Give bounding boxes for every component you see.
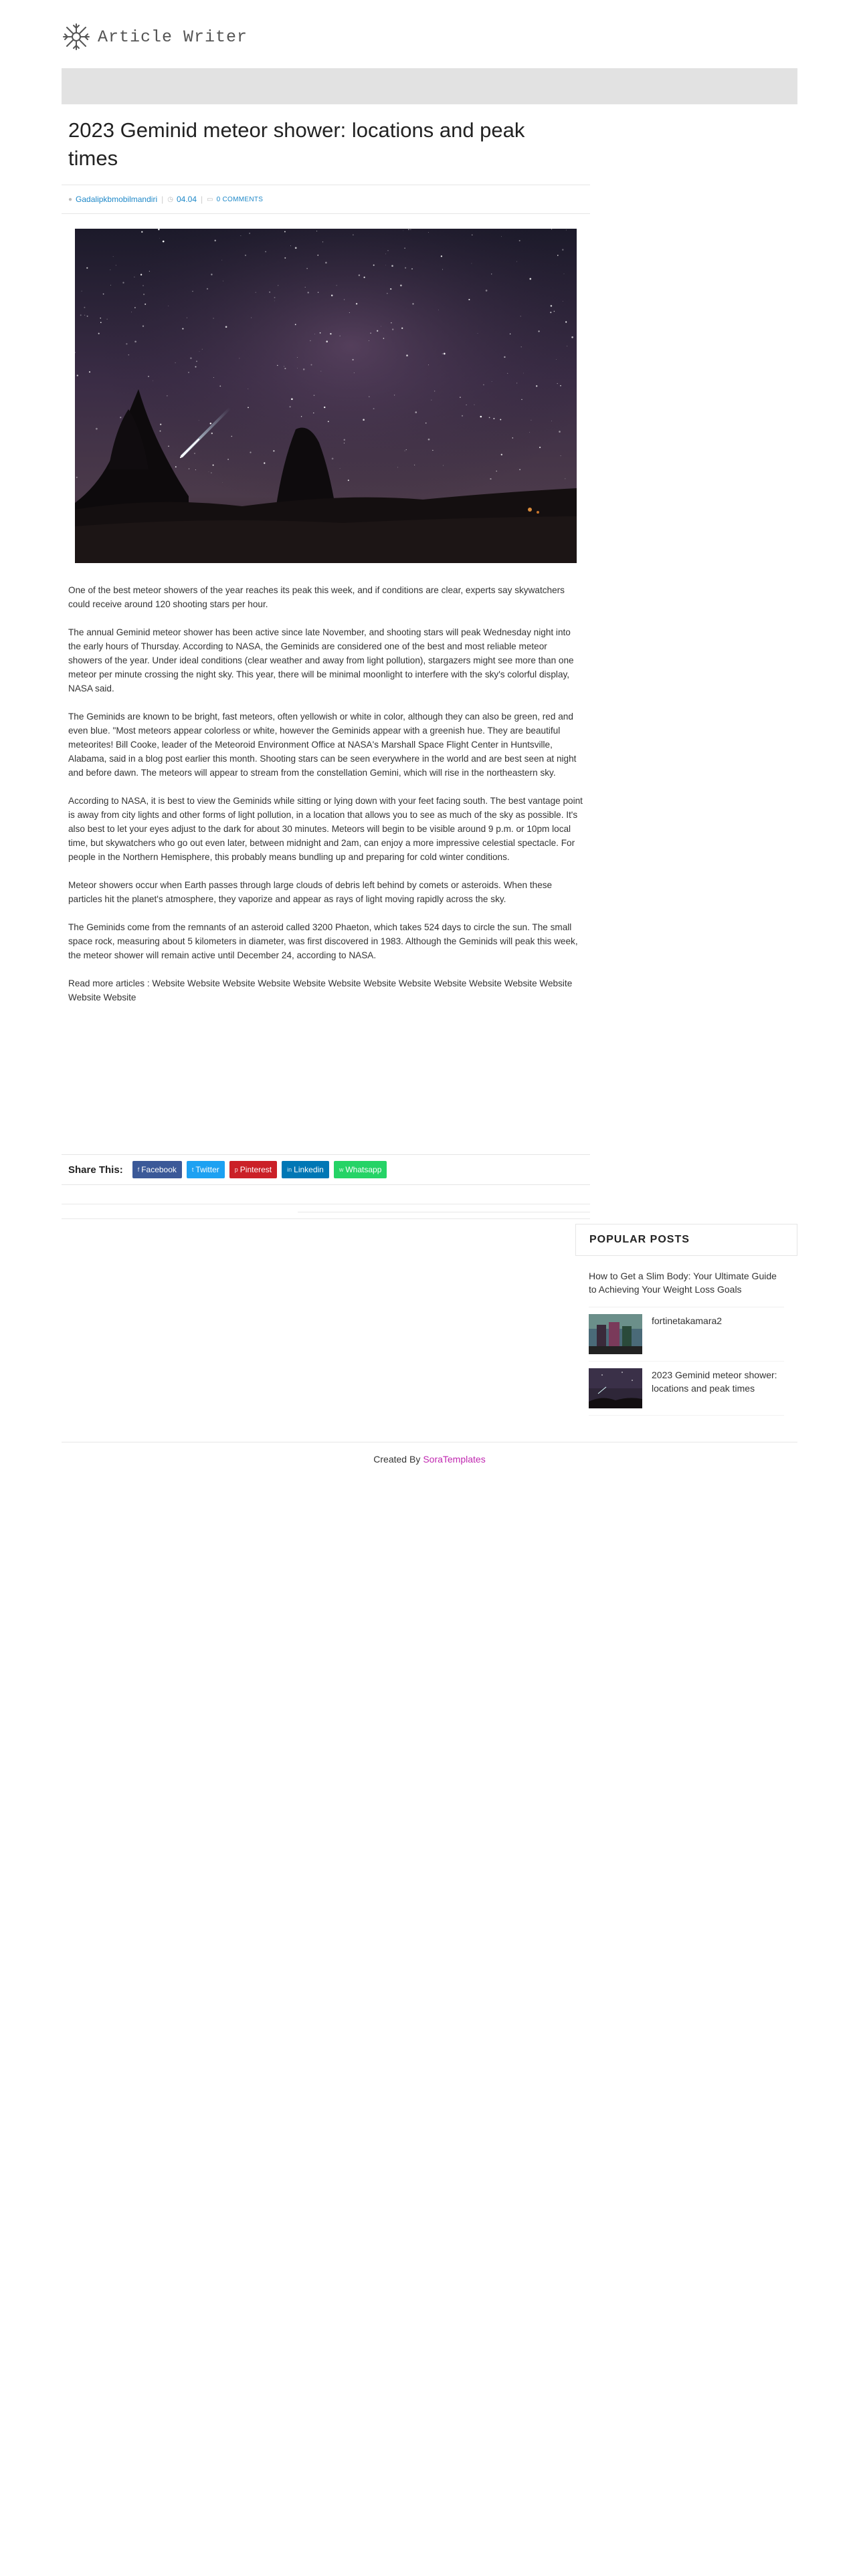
star — [425, 423, 427, 424]
star — [317, 255, 318, 256]
star — [221, 260, 222, 261]
user-icon: ● — [68, 195, 73, 203]
star — [328, 421, 329, 422]
star — [332, 457, 334, 459]
author-name[interactable]: Gadalipkbmobilmandiri — [76, 195, 158, 204]
clock-icon: ◷ — [167, 195, 173, 203]
star — [408, 229, 409, 230]
star — [291, 398, 293, 400]
star — [86, 267, 88, 269]
star — [297, 357, 298, 358]
star — [175, 466, 177, 467]
star — [215, 240, 216, 241]
star — [501, 454, 502, 455]
paragraph: According to NASA, it is best to view the Geminids while sitting or lying down with your feet facing south. The best vantage point is away from city lights and other forms of light pollution, in a location that allows you to see as much of the sky as possible. It's also best to let your eyes adjust to the dark for about 30 minutes. Meteors will begin to be visible around 9 p.m. or 10pm local time, but skywatchers who go out even later, between midnight and 2am, can enjoy a more impressive celestial spectacle. For people in the Northern Hemisphere, this probably means bundling up and preparing for cold winter conditions. — [68, 796, 583, 862]
whatsapp-share-button[interactable] — [334, 1161, 387, 1178]
star — [265, 251, 266, 253]
star — [411, 268, 413, 270]
star — [322, 241, 323, 242]
star — [354, 372, 355, 373]
star — [273, 450, 274, 451]
popular-post-title[interactable]: fortinetakamara2 — [652, 1315, 723, 1326]
star — [308, 292, 309, 293]
star — [196, 360, 197, 362]
star — [405, 267, 406, 269]
star — [160, 423, 161, 425]
star — [211, 274, 212, 275]
star — [134, 307, 136, 308]
star — [248, 407, 249, 408]
share-label: Share This: — [68, 1164, 123, 1176]
star — [98, 333, 100, 334]
star — [571, 336, 573, 338]
star — [340, 468, 341, 469]
star — [122, 282, 124, 284]
post-featured-image — [75, 229, 577, 563]
comments-count[interactable]: 0 COMMENTS — [216, 195, 264, 203]
star — [364, 277, 365, 278]
star — [301, 416, 302, 417]
star — [87, 316, 88, 317]
star — [352, 359, 353, 360]
star — [284, 257, 286, 259]
star — [559, 431, 561, 433]
star — [168, 445, 169, 447]
star — [284, 231, 286, 232]
whatsapp-icon: w — [339, 1166, 344, 1173]
star — [539, 447, 541, 448]
popular-posts-widget — [575, 1224, 797, 1416]
popular-post-title[interactable]: 2023 Geminid meteor shower: locations and peak times — [652, 1370, 777, 1394]
star — [145, 304, 146, 305]
star — [306, 268, 308, 270]
widget-title: POPULAR POSTS — [575, 1224, 797, 1256]
star — [134, 340, 136, 342]
post-thumbnail[interactable] — [589, 1368, 642, 1408]
star — [504, 356, 505, 358]
linkedin-icon: in — [287, 1166, 292, 1173]
star — [264, 462, 265, 463]
post-title: 2023 Geminid meteor shower: locations and peak times — [68, 118, 525, 170]
star — [406, 354, 408, 356]
star — [76, 477, 78, 478]
article — [62, 114, 590, 1004]
twitter-label: Twitter — [195, 1165, 219, 1174]
star — [373, 408, 375, 409]
star — [219, 386, 221, 387]
star — [472, 234, 473, 235]
star — [489, 417, 490, 419]
star — [330, 333, 331, 334]
star — [556, 359, 557, 360]
star — [460, 397, 461, 398]
star — [213, 465, 214, 466]
star — [160, 431, 161, 432]
star — [441, 255, 442, 257]
star — [462, 415, 463, 417]
star — [182, 328, 183, 330]
star — [143, 294, 145, 295]
star — [103, 294, 104, 295]
star — [516, 261, 517, 262]
star — [202, 349, 203, 350]
star — [512, 437, 513, 438]
star — [566, 230, 567, 231]
star — [331, 295, 333, 297]
paragraph: The Geminids are known to be bright, fast meteors, often yellowish or white in color, although they can also be green, red and even blue. "Most meteors appear colorless or white, however the Geminids appear with a greenish hue. They are beautiful meteorites! Bill Cooke, leader of the Meteoroid Environment Office at NASA's Marshall Space Flight Center in Huntsville, Alabama, said in a blog post earlier this month. Shooting stars can be seen everywhere in the world and are best seen at night and before dawn. The meteors will appear to stream from the constellation Gemini, which will rise in the northeastern sky. — [68, 712, 577, 778]
star — [442, 269, 443, 270]
star — [163, 241, 165, 243]
star — [493, 418, 494, 419]
star — [120, 417, 121, 418]
star — [483, 385, 484, 386]
linkedin-label: Linkedin — [294, 1165, 324, 1174]
star — [550, 312, 551, 313]
star — [562, 249, 563, 250]
star — [188, 372, 189, 373]
star — [410, 229, 411, 230]
star — [392, 328, 393, 330]
linkedin-share-button[interactable] — [282, 1161, 329, 1178]
star — [359, 274, 360, 276]
star — [227, 459, 229, 460]
star — [486, 290, 488, 292]
star — [190, 357, 192, 359]
star — [303, 368, 305, 370]
star — [500, 419, 501, 420]
star — [231, 436, 232, 437]
star — [314, 395, 315, 396]
star — [128, 354, 130, 356]
star — [149, 271, 150, 272]
star — [385, 253, 386, 254]
whatsapp-label: Whatsapp — [345, 1165, 382, 1174]
star — [373, 264, 375, 265]
post-body — [62, 583, 590, 962]
meta-separator: | — [201, 195, 203, 204]
post-thumbnail[interactable] — [589, 1314, 642, 1354]
post-comments[interactable] — [207, 196, 263, 203]
post-time-value[interactable]: 04.04 — [176, 195, 197, 204]
snowflake-logo-icon[interactable] — [62, 22, 91, 51]
read-more-links[interactable]: Read more articles : Website Website Website Website Website Website Website Website Website Website Website Website Website Website — [68, 978, 573, 1002]
star — [406, 449, 407, 450]
star — [225, 326, 227, 328]
star — [320, 332, 321, 334]
paragraph: Meteor showers occur when Earth passes through large clouds of debris left behind by comets or asteroids. When these particles hit the planet's atmosphere, they vaporize and appear as rays of light moving rapidly across the sky. — [68, 880, 553, 904]
star — [210, 423, 211, 424]
star — [159, 238, 160, 239]
star — [397, 467, 398, 468]
footer-link[interactable]: SoraTemplates — [423, 1453, 486, 1465]
star — [507, 373, 508, 374]
star — [521, 346, 522, 347]
star — [560, 385, 561, 387]
star — [222, 482, 223, 483]
star — [428, 232, 429, 233]
star — [529, 432, 530, 433]
star — [369, 396, 370, 397]
star — [551, 305, 553, 307]
divider — [62, 1218, 590, 1219]
star — [521, 399, 522, 400]
star — [400, 285, 402, 287]
star — [468, 299, 470, 300]
star — [490, 478, 491, 479]
star — [274, 297, 276, 298]
pinterest-share-button[interactable] — [229, 1161, 277, 1178]
star — [142, 285, 144, 286]
post-time[interactable] — [167, 195, 197, 204]
pinterest-label: Pinterest — [240, 1165, 272, 1174]
site-title[interactable]: Article Writer — [98, 27, 248, 47]
share-bar — [62, 1154, 590, 1185]
star — [387, 293, 388, 294]
star — [84, 307, 85, 308]
star — [89, 371, 90, 372]
meta-separator: | — [161, 195, 164, 204]
star — [141, 231, 142, 233]
star — [113, 256, 114, 257]
pinterest-icon: p — [234, 1166, 238, 1173]
facebook-icon: f — [137, 1166, 140, 1173]
star — [211, 472, 212, 473]
comment-icon: ▭ — [207, 195, 213, 203]
star — [356, 303, 357, 304]
star — [325, 262, 327, 264]
star — [538, 330, 539, 332]
star — [241, 235, 242, 236]
star — [348, 479, 349, 481]
star — [383, 338, 385, 339]
paragraph: One of the best meteor showers of the year reaches its peak this week, and if conditions are clear, experts say skywatchers could receive around 120 shooting stars per hour. — [68, 585, 565, 609]
footer-credit: Created By — [373, 1453, 421, 1465]
navigation-bar — [62, 68, 797, 104]
popular-post-item[interactable] — [589, 1362, 784, 1416]
star — [377, 330, 378, 332]
twitter-icon: t — [191, 1166, 194, 1173]
star — [444, 353, 446, 355]
star — [199, 351, 200, 352]
post-meta — [62, 185, 590, 214]
paragraph: The annual Geminid meteor shower has been active since late November, and shooting stars will peak Wednesday night into the early hours of Thursday. According to NASA, the Geminids are considered one of the best and most reliable meteor showers of the year. Under ideal conditions (clear weather and away from light pollution), stargazers might see more than one meteor per minute crossing the night sky. This year, there will be minimal moonlight to interfere with the sky's colorful display, NASA said. — [68, 627, 574, 693]
star — [142, 326, 144, 327]
facebook-label: Facebook — [141, 1165, 177, 1174]
star — [404, 247, 405, 249]
star — [148, 376, 149, 377]
star — [126, 343, 127, 344]
star — [370, 332, 371, 333]
star — [110, 285, 111, 286]
star — [140, 274, 142, 276]
site-header — [62, 20, 248, 53]
star — [107, 319, 108, 320]
star — [442, 353, 443, 354]
site-footer — [62, 1442, 797, 1475]
star — [349, 312, 350, 313]
star — [213, 377, 214, 378]
star — [412, 303, 413, 304]
star — [565, 321, 567, 322]
star — [324, 407, 325, 408]
star — [100, 322, 102, 323]
star — [523, 373, 524, 374]
popular-post-item[interactable] — [589, 1307, 784, 1362]
star — [443, 465, 444, 466]
star — [194, 453, 195, 454]
star — [428, 439, 430, 441]
star — [536, 385, 537, 387]
star — [529, 278, 531, 280]
star — [211, 433, 213, 434]
star — [250, 451, 251, 453]
star — [554, 311, 555, 312]
star — [428, 364, 429, 365]
star — [77, 374, 78, 376]
popular-post-link[interactable]: How to Get a Slim Body: Your Ultimate Guide to Achieving Your Weight Loss Goals — [589, 1256, 784, 1307]
star — [305, 287, 306, 288]
star — [387, 250, 388, 251]
star — [344, 439, 345, 440]
star — [192, 291, 193, 292]
star — [557, 255, 559, 256]
star — [290, 245, 291, 246]
star — [295, 324, 296, 325]
post-author[interactable] — [68, 195, 157, 204]
star — [245, 255, 246, 256]
star — [80, 314, 82, 316]
facebook-share-button[interactable] — [132, 1161, 182, 1178]
star — [432, 450, 433, 451]
star — [284, 368, 286, 369]
star — [289, 406, 290, 407]
star — [391, 265, 393, 267]
star — [274, 301, 275, 302]
star — [480, 416, 482, 418]
star — [519, 240, 520, 241]
star — [195, 469, 196, 470]
star — [277, 365, 278, 366]
twitter-share-button[interactable] — [187, 1161, 225, 1178]
star — [390, 288, 391, 290]
star — [295, 247, 297, 249]
star — [207, 288, 208, 290]
star — [326, 340, 328, 342]
star — [415, 411, 417, 413]
star — [195, 366, 196, 367]
paragraph: The Geminids come from the remnants of an asteroid called 3200 Phaeton, which takes 524 days to circle the sun. The small space rock, measuring about 5 kilometers in diameter, was first discovered in 1983. Although the Geminids will peak this week, the meteor shower will remain active until December 24, according to NASA. — [68, 922, 578, 960]
star — [501, 236, 502, 237]
star — [96, 428, 98, 430]
star — [557, 383, 558, 384]
star — [320, 371, 321, 372]
star — [84, 315, 85, 316]
star — [363, 419, 365, 421]
star — [344, 299, 345, 300]
star — [310, 364, 312, 365]
star — [401, 328, 403, 329]
